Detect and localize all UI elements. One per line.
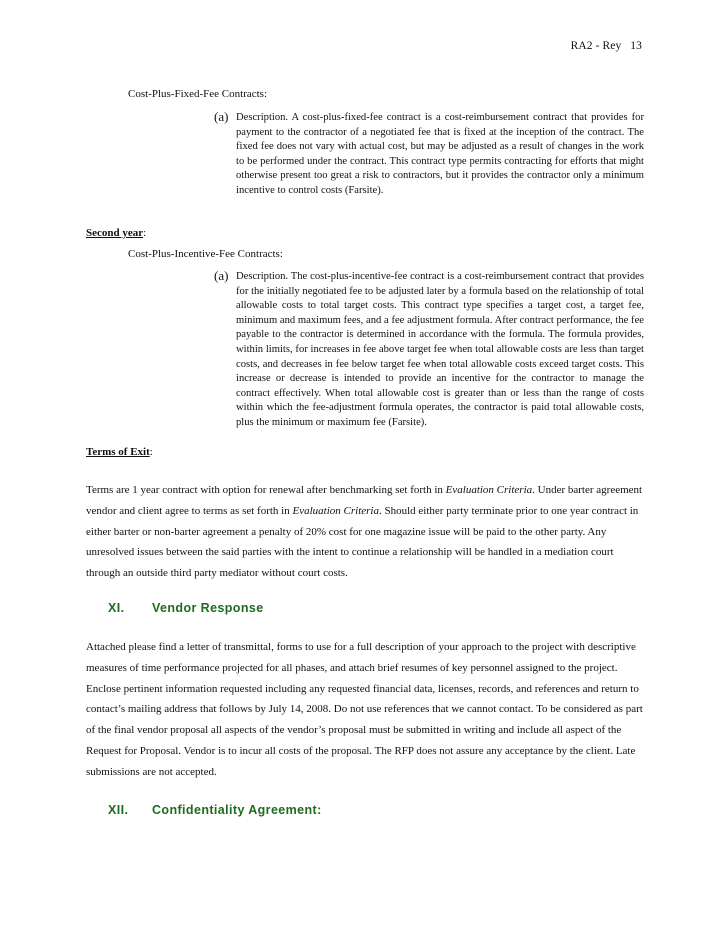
page-number: 13 [630, 40, 642, 52]
section-xi-heading [108, 601, 264, 615]
terms-emphasis-2: Evaluation Criteria [292, 504, 379, 517]
running-header [571, 40, 642, 52]
second-year-label-colon: : [143, 227, 147, 239]
cpff-item-marker: (a) [214, 109, 229, 124]
second-year-label-text: Second year [86, 227, 144, 239]
cpif-subheading: Cost-Plus-Incentive-Fee Contracts: [128, 248, 283, 260]
section-xii-heading [108, 803, 322, 817]
cpff-subheading: Cost-Plus-Fixed-Fee Contracts: [128, 88, 268, 100]
terms-of-exit-paragraph [86, 480, 644, 584]
cpff-item [214, 111, 644, 199]
section-xii-title: Confidentiality Agreement: [152, 803, 322, 817]
running-header-title: RA2 - Rey [570, 40, 622, 52]
terms-text-2: . Under barter agreement vendor and client agree to terms as set forth in [86, 484, 643, 517]
section-xi-title: Vendor Response [152, 601, 264, 615]
second-year-label [86, 227, 146, 239]
cpff-description: Description. A cost-plus-fixed-fee contract is a cost-reimbursement contract that provides for payment to the contractor of a negotiated fee that is fixed at the inception of the contract. The fixed fee does not vary with actual cost, but may be adjusted as a result of changes in the work to be performed under the contract. This contract type permits contracting for efforts that might otherwise present too great a risk to contractors, but it provides the contractor only a minimum incentive to control costs (Farsite). [236, 112, 644, 196]
section-xi-number: XI. [108, 601, 125, 615]
cpif-item-marker: (a) [214, 268, 229, 283]
section-xii-number: XII. [108, 803, 129, 817]
cpif-item [214, 270, 644, 431]
terms-text-1: Terms are 1 year contract with option for renewal after benchmarking set forth in [86, 484, 446, 496]
terms-of-exit-label-text: Terms of Exit [86, 446, 150, 458]
cpif-description: Description. The cost-plus-incentive-fee contract is a cost-reimbursement contract that provides for the initially negotiated fee to be adjusted later by a formula based on the relationship of total allowable costs to total target costs. This contract type specifies a target cost, a target fee, minimum and maximum fees, and a fee adjustment formula. After contract performance, the fee payable to the contractor is determined in accordance with the formula. The formula provides, within limits, for increases in fee above target fee when total allowable costs are less than target costs, and decreases in fee below target fee when total allowable costs exceed target costs. This increase or decrease is intended to provide an incentive for the contractor to manage the contract effectively. When total allowable cost is greater than or less than the range of costs within which the fee-adjustment formula operates, the contractor is paid total allowable costs, plus the minimum or maximum fee (Farsite). [236, 271, 644, 428]
terms-of-exit-label-colon: : [149, 446, 153, 458]
terms-text-3: . Should either party terminate prior to one year contract in either barter or non-barter agreement a penalty of 20% cost for one magazine issue will be paid to the other party. Any unresolved issues between the said parties with the intent to continue a relationship will be handled in a mediation court through an outside third party mediator without court costs. [86, 504, 639, 580]
vendor-response-paragraph: Attached please find a letter of transmittal, forms to use for a full description of your approach to the project with descriptive measures of time performance projected for all phases, and attach brief resumes of key personnel assigned to the project. Enclose pertinent information requested including any requested financial data, licenses, records, and references and return to contact’s mailing address that follows by July 14, 2008. Do not use references that we cannot contact. To be considered as part of the final vendor proposal all aspects of the vendor’s proposal must be submitted in writing and include all aspect of the Request for Proposal. Vendor is to incur all costs of the proposal. The RFP does not assure any acceptance by the client. Late submissions are not accepted. [86, 641, 643, 778]
terms-emphasis-1: Evaluation Criteria [445, 484, 533, 496]
terms-of-exit-label [86, 446, 153, 458]
